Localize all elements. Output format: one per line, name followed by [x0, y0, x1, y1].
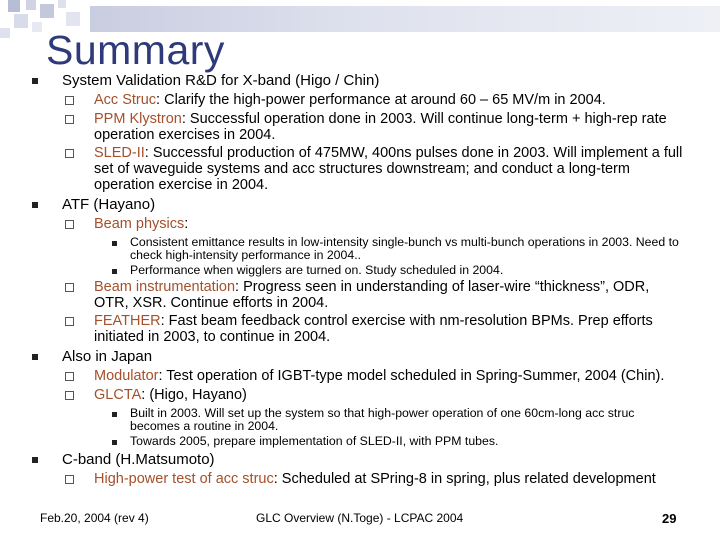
hollow-square-bullet-icon [62, 216, 94, 233]
sub-bullet-text: : Fast beam feedback control exercise with nm-resolution BPMs. Prep efforts initiated in 2003, to continue in 2004. [94, 313, 653, 345]
footer-title: GLC Overview (N.Toge) - LCPAC 2004 [256, 511, 464, 525]
deco-square [32, 22, 42, 32]
hollow-square-bullet-icon [62, 145, 94, 162]
bullet-item [32, 72, 687, 90]
hollow-square-bullet-icon [62, 471, 94, 488]
hollow-square-bullet-icon [62, 92, 94, 109]
deco-square [14, 14, 28, 28]
sub-bullet-heading: SLED-II [94, 145, 145, 161]
sub-bullet-heading: PPM Klystron [94, 111, 182, 127]
bullet-text: Also in Japan [62, 348, 153, 365]
bullet-item [32, 348, 687, 366]
sub-sub-bullet-item [32, 407, 687, 433]
square-bullet-icon [32, 451, 62, 469]
deco-square [0, 28, 10, 38]
sub-bullet-heading: FEATHER [94, 313, 161, 329]
sub-bullet-item [32, 111, 687, 143]
hollow-square-bullet-icon [62, 368, 94, 385]
footer-date: Feb.20, 2004 (rev 4) [40, 511, 149, 525]
sub-bullet-heading: Modulator [94, 368, 159, 384]
square-bullet-icon [32, 72, 62, 90]
sub-sub-bullet-text: Performance when wigglers are turned on. Study scheduled in 2004. [130, 263, 504, 277]
sub-bullet-item [32, 471, 687, 488]
sub-bullet-heading: High-power test of acc struc [94, 471, 274, 487]
sub-sub-bullet-text: Consistent emittance results in low-intensity single-bunch vs multi-bunch operations in 2003. Need to check high-intensity performance in 2004.. [130, 235, 679, 262]
deco-square [40, 4, 54, 18]
bullet-item [32, 196, 687, 214]
bullet-text: System Validation R&D for X-band (Higo / Chin) [62, 72, 380, 89]
deco-square [58, 0, 66, 8]
bullet-text: C-band (H.Matsumoto) [62, 451, 215, 468]
sub-bullet-heading: GLCTA [94, 387, 142, 403]
sub-bullet-text: : Scheduled at SPring-8 in spring, plus related development [273, 471, 656, 487]
sub-bullet-item [32, 216, 687, 233]
page-number: 29 [662, 511, 677, 526]
small-square-bullet-icon [112, 264, 130, 277]
sub-bullet-item [32, 313, 687, 345]
hollow-square-bullet-icon [62, 111, 94, 128]
small-square-bullet-icon [112, 407, 130, 420]
sub-bullet-item [32, 279, 687, 311]
bullet-item [32, 451, 687, 469]
sub-bullet-text: : Successful production of 475MW, 400ns pulses done in 2003. Will implement a full set of waveguide systems and acc structures downstream; and conduct a long-term operation exercise in 2004. [94, 145, 683, 193]
hollow-square-bullet-icon [62, 313, 94, 330]
sub-bullet-heading: Acc Struc [94, 92, 157, 108]
sub-sub-bullet-item [32, 435, 687, 448]
hollow-square-bullet-icon [62, 279, 94, 296]
sub-bullet-text: : [184, 216, 189, 232]
sub-bullet-item [32, 145, 687, 193]
sub-bullet-text: : Clarify the high-power performance at around 60 – 65 MV/m in 2004. [156, 92, 606, 108]
slide-title: Summary [46, 27, 225, 73]
small-square-bullet-icon [112, 236, 130, 249]
sub-sub-bullet-text: Towards 2005, prepare implementation of SLED-II, with PPM tubes. [130, 434, 499, 448]
sub-bullet-heading: Beam physics [94, 216, 185, 232]
deco-square [8, 0, 20, 12]
square-bullet-icon [32, 348, 62, 366]
sub-bullet-item [32, 368, 687, 385]
sub-bullet-text: : Successful operation done in 2003. Will continue long-term + high-rep rate operation exercises in 2004. [94, 111, 667, 143]
sub-sub-bullet-item [32, 264, 687, 277]
deco-square [66, 12, 80, 26]
sub-bullet-heading: Beam instrumentation [94, 279, 236, 295]
sub-bullet-text: : Progress seen in understanding of laser-wire “thickness”, ODR, OTR, XSR. Continue efforts in 2004. [94, 279, 650, 311]
small-square-bullet-icon [112, 435, 130, 448]
deco-square [26, 0, 36, 10]
sub-bullet-item [32, 92, 687, 109]
sub-bullet-item [32, 387, 687, 404]
sub-bullet-text: : (Higo, Hayano) [141, 387, 247, 403]
square-bullet-icon [32, 196, 62, 214]
sub-sub-bullet-text: Built in 2003. Will set up the system so that high-power operation of one 60cm-long acc struc becomes a routine in 2004. [130, 406, 635, 433]
hollow-square-bullet-icon [62, 387, 94, 404]
sub-sub-bullet-item [32, 236, 687, 262]
slide-body [32, 72, 687, 488]
sub-bullet-text: : Test operation of IGBT-type model scheduled in Spring-Summer, 2004 (Chin). [158, 368, 665, 384]
bullet-text: ATF (Hayano) [62, 196, 156, 213]
